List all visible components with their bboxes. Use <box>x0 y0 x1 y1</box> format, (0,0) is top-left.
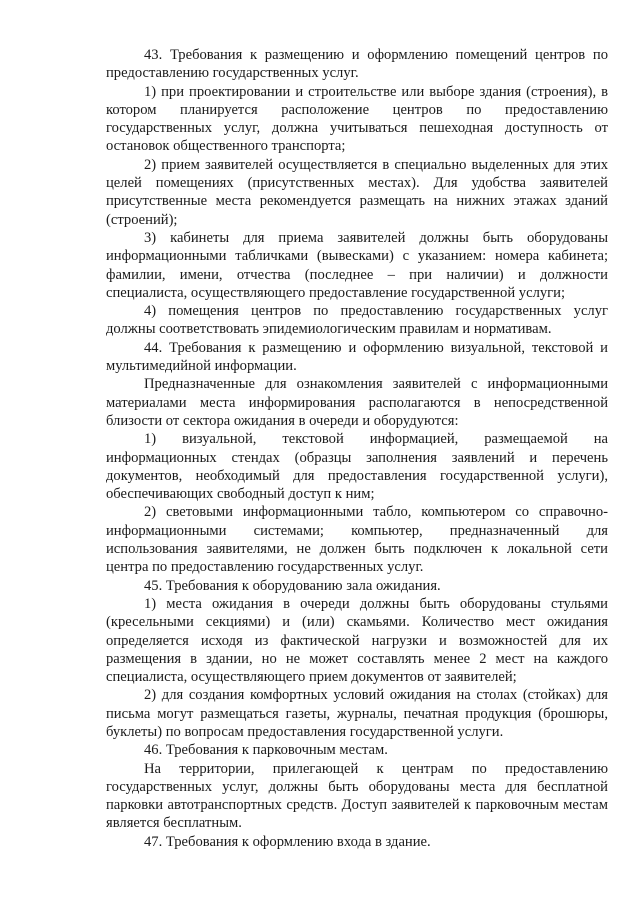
section-44-heading: 44. Требования к размещению и оформлению визуальной, текстовой и мультимедийной информации. <box>106 339 608 375</box>
section-43-heading: 43. Требования к размещению и оформлению помещений центров по предоставлению государственных услуг. <box>106 47 608 82</box>
section-44-intro: Предназначенные для ознакомления заявителей с информационными материалами места информирования располагаются в непосредственной близости от сектора ожидания в очереди и оборудуются: <box>106 376 608 429</box>
section-43-item-1: 1) при проектировании и строительстве или выборе здания (строения), в котором планируется расположение центров по предоставлению государственных услуг, должна учитываться пешеходная доступность от остановок общественного транспорта; <box>106 83 608 155</box>
document-page <box>106 46 608 851</box>
section-43-item-2: 2) прием заявителей осуществляется в специально выделенных для этих целей помещениях (присутственных местах). Для удобства заявителей присутственные места рекомендуется размещать на нижних этажах зданий (строений); <box>106 156 608 228</box>
section-46-heading: 46. Требования к парковочным местам. <box>144 742 388 759</box>
section-45-item-1: 1) места ожидания в очереди должны быть оборудованы стульями (кресельными секциями) и (или) скамьями. Количество мест ожидания определяется исходя из фактической нагрузки и возможностей для их размещения в здании, но не может составлять менее 2 мест на каждого специалиста, осуществляющего прием документов от заявителей; <box>106 595 608 686</box>
section-43-item-3: 3) кабинеты для приема заявителей должны быть оборудованы информационными табличками (вывесками) с указанием: номера кабинета; фамилии, имени, отчества (последнее – при наличии) и должности специалиста, осуществляющего предоставление государственной услуги; <box>106 229 608 301</box>
section-45-item-2: 2) для создания комфортных условий ожидания на столах (стойках) для письма могут размещаться газеты, журналы, печатная продукция (брошюры, буклеты) по вопросам предоставления государственной услуги. <box>106 687 608 740</box>
section-46-body: На территории, прилегающей к центрам по предоставлению государственных услуг, должны быть оборудованы места для бесплатной парковки автотранспортных средств. Доступ заявителей к парковочным местам является бесплатным. <box>106 760 608 832</box>
section-44-item-2: 2) световыми информационными табло, компьютером со справочно-информационными системами; компьютер, предназначенный для использования заявителями, не должен быть подключен к локальной сети центра по предоставлению государственных услуг. <box>106 504 608 576</box>
section-43-item-4: 4) помещения центров по предоставлению государственных услуг должны соответствовать эпидемиологическим правилам и нормативам. <box>106 303 608 338</box>
section-44-item-1: 1) визуальной, текстовой информацией, размещаемой на информационных стендах (образцы заполнения заявлений и перечень документов, необходимый для предоставления государственной услуги), обеспечивающих свободный доступ к ним; <box>106 431 608 503</box>
section-47-heading: 47. Требования к оформлению входа в здание. <box>144 833 431 850</box>
section-45-heading: 45. Требования к оборудованию зала ожидания. <box>144 577 441 594</box>
